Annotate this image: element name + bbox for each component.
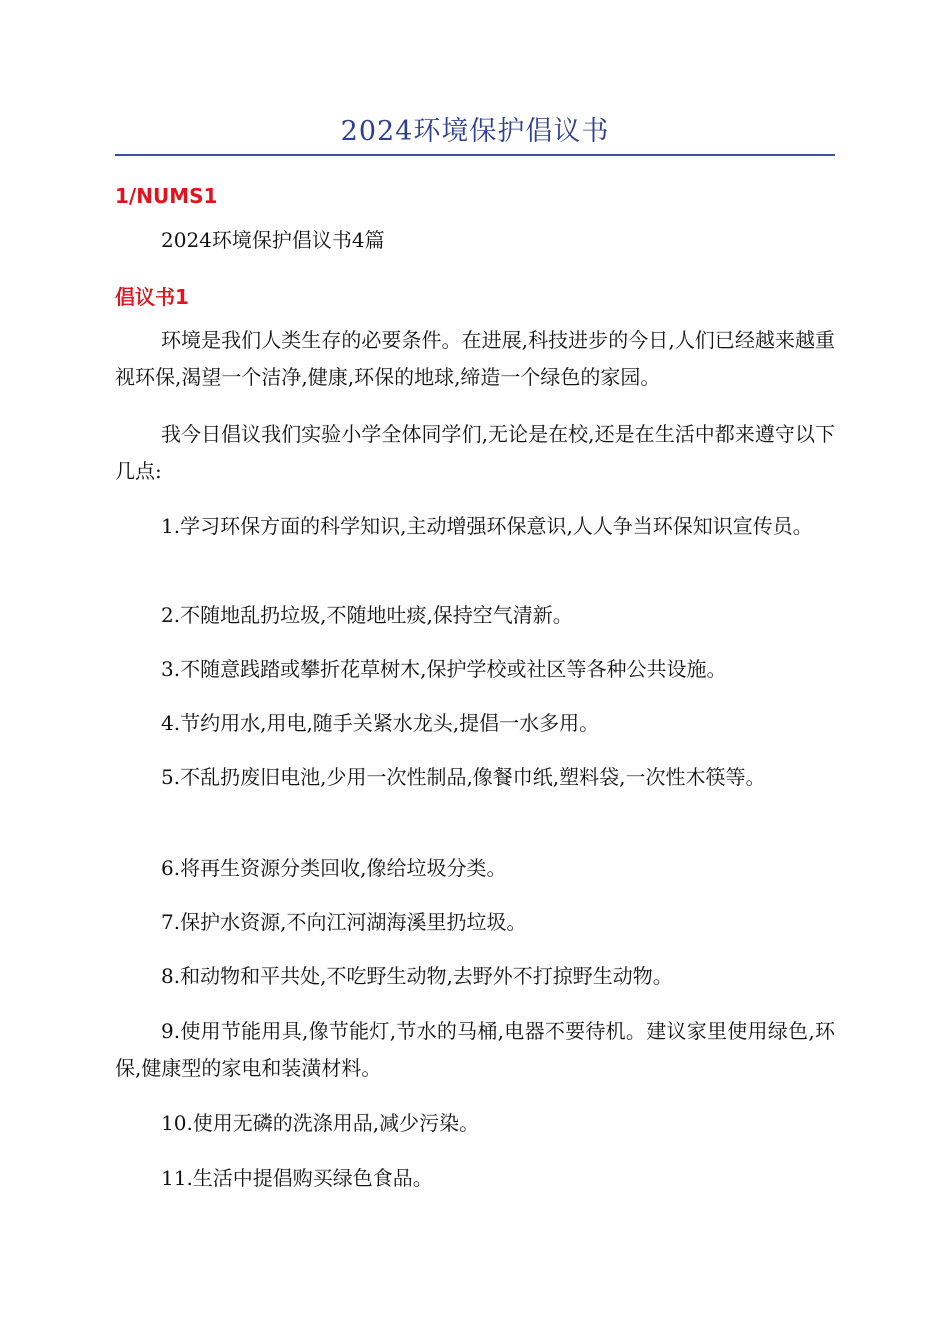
paragraph-intro: 环境是我们人类生存的必要条件。在进展,科技进步的今日,人们已经越来越重视环保,渴望一个洁净,健康,环保的地球,缔造一个绿色的家园。 — [115, 328, 835, 389]
list-item-10: 10.使用无磷的洗涤用品,减少污染。 — [161, 1111, 480, 1135]
subtitle-paragraph: 2024环境保护倡议书4篇 — [161, 228, 385, 252]
list-item-9: 9.使用节能用具,像节能灯,节水的马桶,电器不要待机。建议家里使用绿色,环保,健康型的家电和装潢材料。 — [115, 1019, 835, 1080]
list-item-2: 2.不随地乱扔垃圾,不随地吐痰,保持空气清新。 — [161, 603, 573, 627]
list-item-5: 5.不乱扔废旧电池,少用一次性制品,像餐巾纸,塑料袋,一次性木筷等。 — [161, 765, 766, 789]
list-item-8: 8.和动物和平共处,不吃野生动物,去野外不打掠野生动物。 — [161, 964, 673, 988]
list-item-1: 1.学习环保方面的科学知识,主动增强环保意识,人人争当环保知识宣传员。 — [161, 514, 813, 538]
list-item-4: 4.节约用水,用电,随手关紧水龙头,提倡一水多用。 — [161, 711, 600, 735]
list-item-7: 7.保护水资源,不向江河湖海溪里扔垃圾。 — [161, 910, 527, 934]
section-heading: 倡议书1 — [115, 285, 189, 309]
document-title: 2024环境保护倡议书 — [340, 116, 610, 147]
title-divider — [115, 154, 835, 156]
paragraph-call: 我今日倡议我们实验小学全体同学们,无论是在校,还是在生活中都来遵守以下几点: — [115, 422, 835, 483]
list-item-11: 11.生活中提倡购买绿色食品。 — [161, 1166, 433, 1190]
list-item-3: 3.不随意践踏或攀折花草树木,保护学校或社区等各种公共设施。 — [161, 657, 727, 681]
list-item-6: 6.将再生资源分类回收,像给垃圾分类。 — [161, 856, 507, 880]
section-marker: 1/NUMS1 — [115, 184, 218, 208]
